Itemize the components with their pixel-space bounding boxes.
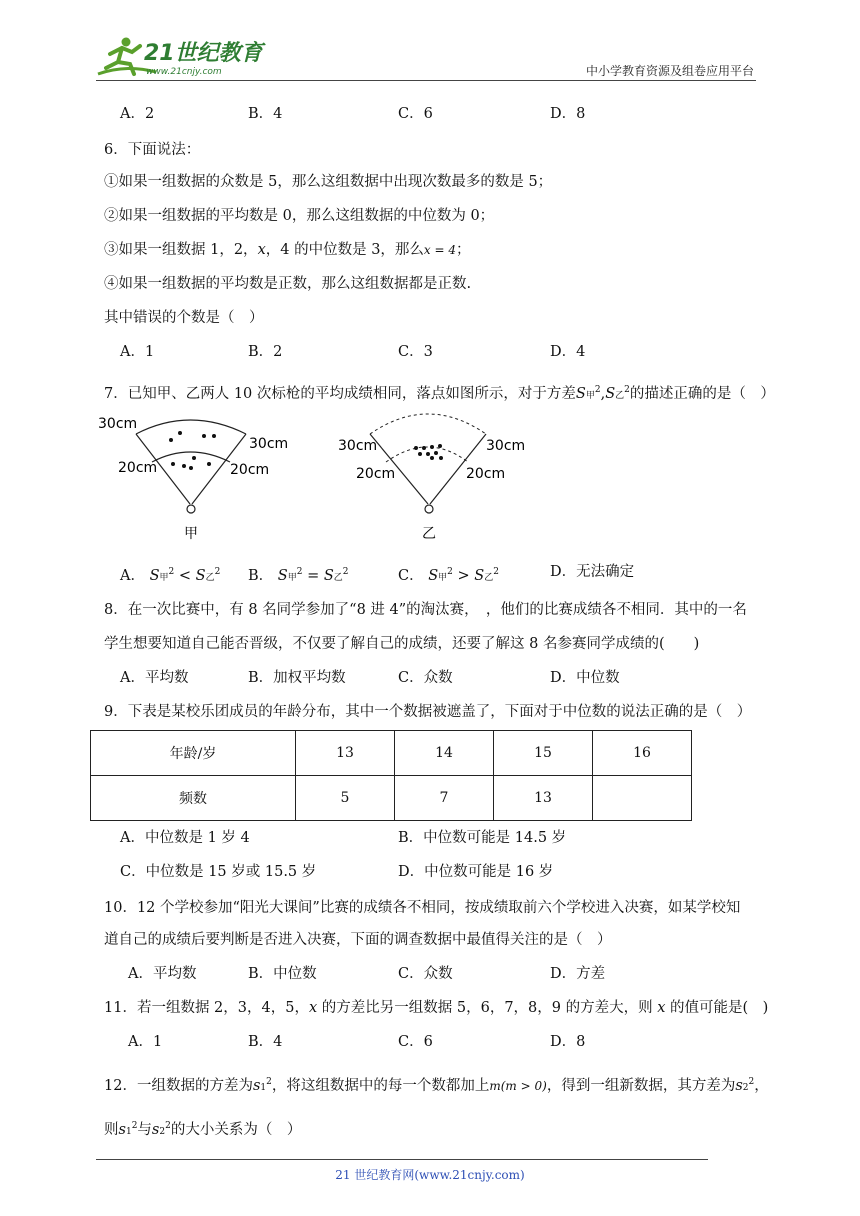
q10-option-d: D．方差 [550, 966, 606, 982]
svg-text:20cm: 20cm [118, 460, 158, 476]
q10-option-a: A．平均数 [128, 966, 197, 982]
svg-text:甲: 甲 [184, 526, 198, 542]
q12-stem-line1: 12．一组数据的方差为$s1^2$，将这组数据中的每一个数都加上m(m > 0)，得到一组新数据，其方差为$s2^2$， [104, 1077, 769, 1094]
table-row [91, 776, 692, 821]
q5-option-d: D．8 [550, 106, 586, 122]
q6-statement-3: ③如果一组数据 1，2，x，4 的中位数是 3，那么x = 4； [104, 242, 471, 258]
q6-option-d: D．4 [550, 344, 586, 360]
q6-statement-2: ②如果一组数据的平均数是 0，那么这组数据的中位数为 0； [104, 208, 495, 224]
q6-option-a: A．1 [120, 344, 155, 360]
q10-option-b: B．中位数 [248, 966, 317, 982]
q12-stem-line2: 则$s1^2$与$s2^2$的大小关系为（ ） [104, 1121, 302, 1138]
table-cell: 7 [395, 776, 494, 821]
table-cell: 年龄/岁 [91, 731, 296, 776]
q5-option-b: B．4 [248, 106, 283, 122]
q11-option-c: C．6 [398, 1034, 433, 1050]
svg-text:20cm: 20cm [356, 466, 396, 482]
q9-option-c: C．中位数是 15 岁或 15.5 岁 [120, 864, 317, 880]
q11-option-b: B．4 [248, 1034, 283, 1050]
q7-option-d: D．无法确定 [550, 564, 635, 580]
table-cell: 16 [593, 731, 692, 776]
q5-option-c: C．6 [398, 106, 433, 122]
svg-text:20cm: 20cm [230, 462, 270, 478]
svg-text:乙: 乙 [422, 526, 436, 542]
table-row [91, 731, 692, 776]
q11-stem: 11．若一组数据 2，3，4，5，x 的方差比另一组数据 5，6，7，8，9 的方差大，则 x 的值可能是( ) [104, 1000, 769, 1016]
q9-age-table [90, 730, 692, 821]
q6-option-c: C．3 [398, 344, 433, 360]
q5-option-a: A．2 [120, 106, 155, 122]
header-platform-text: 中小学教育资源及组卷应用平台 [585, 64, 754, 78]
q8-stem-line2: 学生想要知道自己能否晋级，不仅要了解自己的成绩，还要了解这 8 名参赛同学成绩的( ) [104, 636, 700, 652]
q9-option-d: D．中位数可能是 16 岁 [398, 864, 554, 880]
q6-statement-4: ④如果一组数据的平均数是正数，那么这组数据都是正数. [104, 276, 472, 292]
q11-option-d: D．8 [550, 1034, 586, 1050]
q8-option-a: A．平均数 [120, 670, 189, 686]
svg-text:30cm: 30cm [338, 438, 378, 454]
table-cell: 15 [494, 731, 593, 776]
table-cell: 频数 [91, 776, 296, 821]
svg-text:21世纪教育: 21世纪教育 [144, 41, 263, 66]
table-cell: 13 [494, 776, 593, 821]
q11-option-a: A．1 [128, 1034, 163, 1050]
header-divider [96, 80, 756, 81]
q7-option-a: A． S甲$^2$ < S乙$^2$ [120, 567, 221, 584]
site-logo [96, 34, 266, 80]
q9-option-a: A．中位数是 1 岁 4 [120, 830, 250, 846]
svg-text:30cm: 30cm [98, 416, 138, 432]
table-cell: 13 [296, 731, 395, 776]
q6-question: 其中错误的个数是（ ） [104, 310, 264, 326]
table-cell: 14 [395, 731, 494, 776]
q9-stem: 9．下表是某校乐团成员的年龄分布，其中一个数据被遮盖了，下面对于中位数的说法正确的是（ ） [104, 704, 752, 720]
footer-divider [96, 1159, 708, 1160]
svg-text:www.21cnjy.com: www.21cnjy.com [146, 67, 222, 77]
q6-statement-1: ①如果一组数据的众数是 5，那么这组数据中出现次数最多的数是 5； [104, 174, 553, 190]
table-cell: 5 [296, 776, 395, 821]
q7-figure-jia [96, 412, 306, 544]
q6-option-b: B．2 [248, 344, 283, 360]
q10-option-c: C．众数 [398, 966, 453, 982]
table-cell-masked [593, 776, 692, 821]
q8-option-d: D．中位数 [550, 670, 620, 686]
q8-option-b: B．加权平均数 [248, 670, 346, 686]
q8-stem-line1: 8．在一次比赛中，有 8 名同学参加了“8 进 4”的淘汰赛， ，他们的比赛成绩各不相同．其中的一名 [104, 602, 747, 618]
q10-stem-line1: 10．12 个学校参加“阳光大课间”比赛的成绩各不相同，按成绩取前六个学校进入决赛，如某学校知 [104, 900, 741, 916]
q7-stem: 7．已知甲、乙两人 10 次标枪的平均成绩相同，落点如图所示，对于方差S甲$^2$,S乙$^2$的描述正确的是（ ） [104, 385, 775, 402]
q9-option-b: B．中位数可能是 14.5 岁 [398, 830, 567, 846]
q7-option-b: B． S甲$^2$ = S乙$^2$ [248, 567, 349, 584]
svg-text:30cm: 30cm [486, 438, 526, 454]
q7-figure-yi [336, 404, 536, 544]
q7-option-c: C． S甲$^2$ > S乙$^2$ [398, 567, 499, 584]
footer-site-link[interactable]: 21 世纪教育网(www.21cnjy.com) [335, 1168, 525, 1182]
q6-stem: 6．下面说法： [104, 142, 201, 158]
svg-text:20cm: 20cm [466, 466, 506, 482]
svg-text:30cm: 30cm [249, 436, 289, 452]
q8-option-c: C．众数 [398, 670, 453, 686]
q10-stem-line2: 道自己的成绩后要判断是否进入决赛，下面的调查数据中最值得关注的是（ ） [104, 932, 612, 948]
